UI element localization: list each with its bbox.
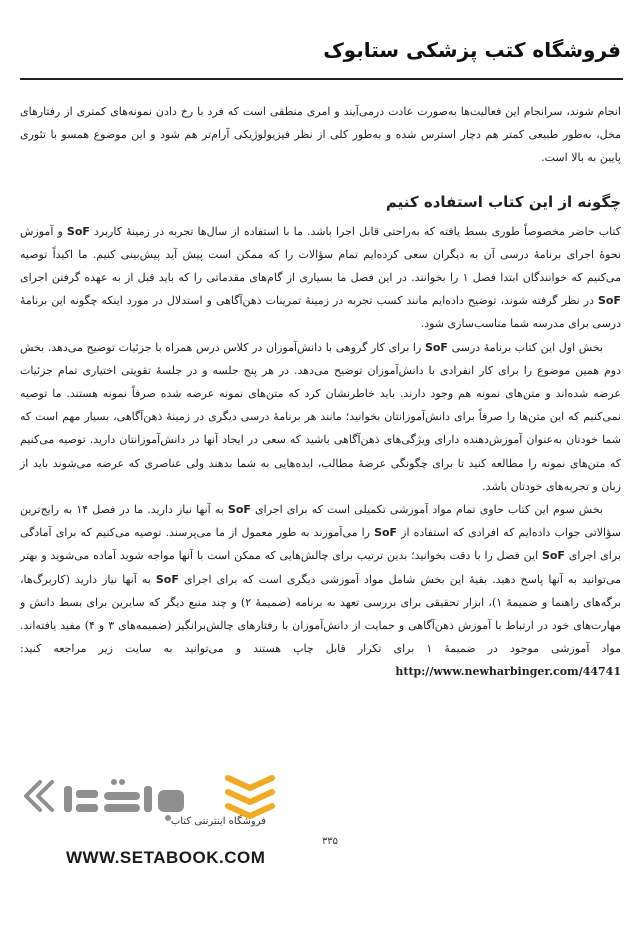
logo-brand-text: ستابوک bbox=[18, 757, 69, 776]
paragraph-text: به آنها نیاز دارید. ما در فصل ۱۴ به رایج‌ترین سؤالاتی جواب داده‌ایم که افرادی که استفاده از bbox=[20, 503, 621, 540]
sof-term: SoF bbox=[424, 340, 448, 354]
paragraph-text: را می‌آموزند به طور معمول از ما می‌پرسند. توصیه می‌کنیم که برای آمادگی برای اجرای bbox=[20, 526, 621, 563]
paragraph-text: در نظر گرفته شوند، توضیح داده‌ایم مانند کسب تجربه در زمینهٔ تمرینات ذهن‌آگاهی و استدلال در مورد اینکه چگونه این برنامهٔ درسی برای مدرسه شما مناسب‌سازی شود. bbox=[20, 294, 621, 331]
setabook-watermark[interactable] bbox=[18, 757, 318, 872]
paragraph-text: بخش سوم این کتاب حاوی تمام مواد آموزشی تکمیلی است که برای اجرای bbox=[250, 503, 603, 517]
section-spacer bbox=[20, 170, 621, 190]
sof-term: SoF bbox=[541, 549, 565, 563]
page-header-title: فروشگاه کتب پزشکی ستابوک bbox=[323, 38, 621, 62]
watermark-tagline: فروشگاه اینترنتی کتاب bbox=[170, 816, 266, 827]
paragraph-usage bbox=[20, 220, 621, 336]
paragraph-part-three bbox=[20, 498, 621, 684]
paragraph-text: بخش اول این کتاب برنامهٔ درسی bbox=[447, 340, 603, 354]
intro-paragraph: انجام شوند، سرانجام این فعالیت‌ها به‌صورت عادت درمی‌آیند و امری منطقی است که فرد با رخ دادن نمونه‌های کمتری از رفتارهای مخل، به‌طور طبیعی کمتر هم دچار استرس شده و به‌طور کلی از نظر فیزیولوژیکی آرام‌تر هم شود و این موضوع همسو با تئوری پایین به بالا است. bbox=[20, 105, 621, 165]
paragraph-text: را برای کار گروهی با دانش‌آموزان در کلاس درس همراه با جزئیات توضیح می‌دهد. بخش دوم همین موضوع را برای کار انفرادی با دانش‌آموزان توضیح می‌دهد. در هر پنج جلسه و در جلسهٔ تقویتی اختیاری تمام جزئیات عرضه شده‌اند و متن‌های نمونه هم وجود دارند. باید خاطرنشان کرد که متن‌های نمونه عرضه شده صرفاً نمونه هستند. ما توصیه نمی‌کنیم که این متن‌ها را صرفاً برای دانش‌آموزانتان بخوانید؛ مانند هر برنامهٔ درسی دیگری در زمینهٔ ذهن‌آگاهی، بسیار مهم است که شما خودتان به‌عنوان آموزش‌دهنده دارای ویژگی‌های ذهن‌آگاهی باشید که سعی در ایجاد آنها در دانش‌آموزانتان دارید. توصیه می‌کنیم که متن‌های نمونه را مطالعه کنید تا برای چگونگی عرضهٔ مطالب، ایده‌هایی به شما بدهند ولی عناصری که عرضه می‌شوند باید از زبان و تجربه‌های خودتان باشد. bbox=[20, 340, 621, 493]
sof-term: SoF bbox=[598, 294, 621, 308]
page-number: ۳۳۵ bbox=[321, 836, 339, 847]
section-heading: چگونه از این کتاب استفاده کنیم bbox=[385, 192, 621, 211]
sof-term: SoF bbox=[155, 572, 179, 586]
header-divider bbox=[20, 78, 623, 80]
paragraph-text: کتاب حاضر مخصوصاً طوری بسط یافته که به‌راحتی قابل اجرا باشد. ما با استفاده از سال‌ها تجربه در زمینهٔ کاربرد bbox=[89, 224, 621, 238]
resource-url-link[interactable]: http://www.newharbinger.com/44741 bbox=[395, 665, 621, 679]
sof-term: SoF bbox=[227, 503, 251, 517]
paragraph-text: این فصل را با دقت بخوانید؛ بدین ترتیب برای چالش‌هایی که ممکن است با آنها مواجه شوید آماده می‌شوید و بهتر می‌توانید به آنها پاسخ دهید. بقیهٔ این بخش شامل مواد آموزشی دیگری است که برای اجرای bbox=[20, 549, 621, 586]
watermark-site-url[interactable]: WWW.SETABOOK.COM bbox=[66, 848, 266, 867]
paragraph-text: و آموزش نحوهٔ اجرای برنامهٔ درسی آن به دیگران سعی کرده‌ایم تمام سؤالات را که ممکن است پیش آید پیش‌بینی کنیم. ما اکیداً توصیه می‌کنیم که خوانندگان ابتدا فصل ۱ را بخوانند. در این فصل ما بسیاری از گام‌های مقدماتی را که باید قبل از به عهده گرفتن اجرای bbox=[20, 224, 621, 285]
sof-term: SoF bbox=[66, 224, 90, 238]
paragraph-text: به آنها نیاز دارید (کاربرگ‌ها، برگه‌های راهنما و ضمیمهٔ ۱)، ابزار تحقیقی برای بررسی تعهد به برنامه (ضمیمهٔ ۲) و چند منبع دیگر که سایرین برای بسط دانش و مهارت‌های خود در ارتباط با آموزش ذهن‌آگاهی و حمایت از دانش‌آموزان با رفتارهای چالش‌برانگیز (ضمیمه‌های ۳ و ۴) مفید یافته‌اند. مواد آموزشی موجود در ضمیمهٔ ۱ برای تکرار قابل چاپ هستند و می‌توانید به سایت زیر مراجعه کنید: bbox=[20, 572, 621, 656]
page-body bbox=[20, 100, 621, 684]
sof-term: SoF bbox=[374, 526, 398, 540]
paragraph-part-one bbox=[20, 336, 621, 498]
